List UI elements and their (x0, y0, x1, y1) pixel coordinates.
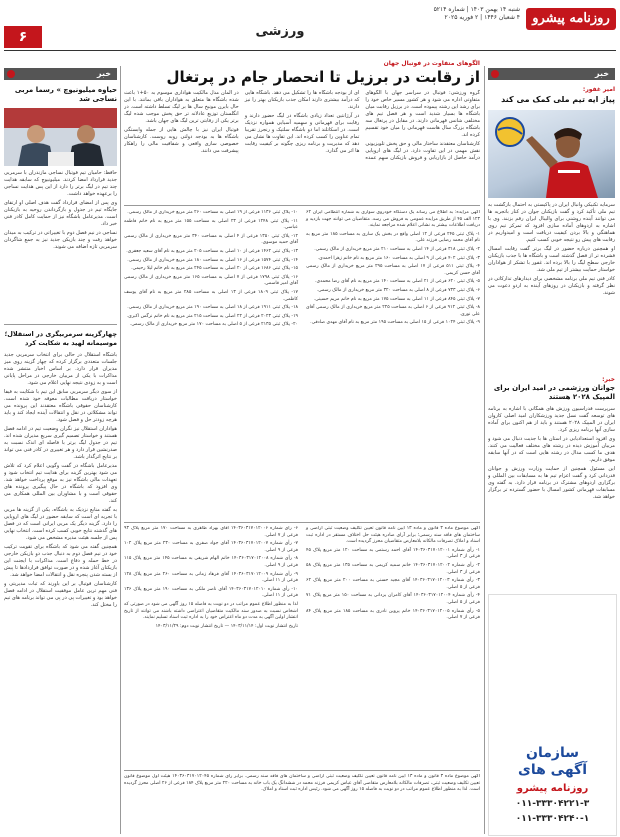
coaches-photo (4, 108, 117, 166)
right-kicker: امیر غفور: (582, 86, 615, 93)
classified-listing-1: آگهی مزایده: به اطلاع می رساند یک دستگاه خودروی سواری به شماره انتظامی ایران ۶۲ ۱۲۳ الف ۴۵ از طریق مزایده عمومی به فروش می رسد. متقاضیان می توانند جهت بازدید و دریافت اطلاعات بیشتر به نشانی اعلام شده مراجعه نمایند. ۱- پلاک ثبتی ۲۴۵ فرعی از ۱۲ اصلی واقع در بخش یک ساری به مساحت ۱۸۵ متر مربع به نام آقای محمد رضایی فرزند علی. ۲- پلاک ثبتی ۳۱۸ فرعی از ۱۴ اصلی به مساحت ۲۱۰ متر مربع خریداری از مالک رسمی. ۳- پلاک ثبتی ۴۰۲ فرعی از ۹ اصلی به مساحت ۱۶۰ متر مربع به نام خانم زهرا احمدی. ۴- پلاک ثبتی ۵۱۱ فرعی از ۱۷ اصلی به مساحت ۲۹۵ متر مربع خریداری از مالک رسمی آقای حسن کریمی. ۵- پلاک ثبتی ۶۲۰ فرعی از ۲۱ اصلی به مساحت ۱۴۰ متر مربع به نام آقای رضا محمدی. ۶- پلاک ثبتی ۷۳۳ فرعی از ۸ اصلی به مساحت ۳۲۰ متر مربع خریداری از مالک رسمی. ۷- پلاک ثبتی ۸۴۵ فرعی از ۱۱ اصلی به مساحت ۱۷۵ متر مربع به نام خانم مریم حسینی. ۸- پلاک ثبتی ۹۱۲ فرعی از ۶ اصلی به مساحت ۲۲۵ متر مربع خریداری از مالک رسمی آقای علی نوری. ۹- پلاک ثبتی ۱۰۲۴ فرعی از ۱۵ اصلی به مساحت ۱۹۵ متر مربع به نام آقای مهدی صادقی. ۱۰- پلاک ثبتی ۱۱۳۶ فرعی از ۱۹ اصلی به مساحت ۲۶۰ متر مربع خریداری از مالک رسمی. ۱۱- پلاک ثبتی ۱۲۴۸ فرعی از ۲۳ اصلی به مساحت ۱۵۵ متر مربع به نام خانم فاطمه عباسی. ۱۲- پلاک ثبتی ۱۳۵۰ فرعی از ۴ اصلی به مساحت ۳۴۰ متر مربع خریداری از مالک رسمی آقای حمید موسوی. ۱۳- پلاک ثبتی ۱۴۶۲ فرعی از ۱۰ اصلی به مساحت ۲۰۵ متر مربع به نام آقای سعید جعفری. ۱۴- پلاک ثبتی ۱۵۷۴ فرعی از ۱۶ اصلی به مساحت ۱۸۰ متر مربع خریداری از مالک رسمی. ۱۵- پلاک ثبتی ۱۶۸۶ فرعی از ۲۰ اصلی به مساحت ۲۴۵ متر مربع به نام خانم لیلا رحیمی. ۱۶- پلاک ثبتی ۱۷۹۸ فرعی از ۷ اصلی به مساحت ۱۶۵ متر مربع خریداری از مالک رسمی آقای امیر قاسمی. ۱۷- پلاک ثبتی ۱۸۰۹ فرعی از ۱۳ اصلی به مساحت ۲۸۵ متر مربع به نام آقای یوسف کاظمی. ۱۸- پلاک ثبتی ۱۹۱۱ فرعی از ۱۸ اصلی به مساحت ۱۹۰ متر مربع خریداری از مالک رسمی. ۱۹- پلاک ثبتی ۲۰۲۳ فرعی از ۲۲ اصلی به مساحت ۲۱۵ متر مربع به نام خانم نرگس اکبری. ۲۰- پلاک ثبتی ۲۱۳۵ فرعی از ۵ اصلی به مساحت ۱۷۰ متر مربع خریداری از مالک رسمی. (124, 210, 480, 328)
player-illustration (488, 110, 615, 198)
issue-meta-line2: ۴ شعبان ۱۴۴۶ | ۲ فوریه ۲۰۲۵ (444, 14, 520, 21)
newspaper-logo: روزنامه پیشرو (526, 8, 616, 30)
right-headline: پیاز ایه تیم ملی کمک می کند (501, 95, 615, 104)
issue-meta (380, 6, 520, 22)
left-divider (4, 324, 117, 325)
tag-dot-icon (491, 70, 499, 78)
volleyball-player-photo (488, 110, 615, 198)
left-article-body: حافظ: حامیان تیم فوتبال نساجی مازندران با سرمربی جدید قرارداد امضا کردند. میلیونیوچ که سابقه هدایت چند تیم در لیگ برتر را دارد از این پس هدایت نساجی را برعهده خواهد داشت. وی پس از امضای قرارداد گفت هدف اصلی او ارتقای جایگاه تیم در جدول و بازگرداندن روحیه به بازیکنان است. مدیرعامل باشگاه نیز از حمایت کامل کادر فنی خبر داد. نساجی در نیم فصل دوم با تغییراتی در ترکیب به میدان خواهد رفت و چند بازیکن جدید نیز به جمع شاگردان سرمربی تازه اضافه می شوند. (4, 170, 117, 250)
header-divider (4, 50, 616, 51)
listing-divider (124, 522, 480, 523)
page-header (0, 0, 620, 52)
classified-listing-2: آگهی موضوع ماده ۳ قانون و ماده ۱۳ آیین نامه قانون تعیین تکلیف وضعیت ثبتی اراضی و ساختمان های فاقد سند رسمی؛ برابر آرای صادره هیئت حل اختلاف مستقر در اداره ثبت اسناد و املاک تصرفات مالکانه بلامعارض متقاضیان محرز گردیده است. ۱- رأی شماره ۱۴۰۳۶۰۳۱۷۰۱۲۰۰۱ آقای احمد رستمی به مساحت ۱۲۰ متر مربع پلاک ۴۵ فرعی از ۳ اصلی. ۲- رأی شماره ۱۴۰۳۶۰۳۱۷۰۱۲۰۰۲ خانم سمیه کریمی به مساحت ۱۳۵ متر مربع پلاک ۵۸ فرعی از ۳ اصلی. ۳- رأی شماره ۱۴۰۳۶۰۳۱۷۰۱۲۰۰۳ آقای مجید حسنی به مساحت ۲۰۰ متر مربع پلاک ۶۲ فرعی از ۵ اصلی. ۴- رأی شماره ۱۴۰۳۶۰۳۱۷۰۱۲۰۰۴ آقای کامران یزدانی به مساحت ۱۵۰ متر مربع پلاک ۷۱ فرعی از ۵ اصلی. ۵- رأی شماره ۱۴۰۳۶۰۳۱۷۰۱۲۰۰۵ خانم پروین نادری به مساحت ۱۸۵ متر مربع پلاک ۸۴ فرعی از ۷ اصلی. ۶- رأی شماره ۱۴۰۳۶۰۳۱۷۰۱۲۰۰۶ آقای بهزاد طاهری به مساحت ۱۷۰ متر مربع پلاک ۹۳ فرعی از ۷ اصلی. ۷- رأی شماره ۱۴۰۳۶۰۳۱۷۰۱۲۰۰۷ آقای جواد صفری به مساحت ۲۳۰ متر مربع پلاک ۱۰۲ فرعی از ۹ اصلی. ۸- رأی شماره ۱۴۰۳۶۰۳۱۷۰۱۲۰۰۸ خانم الهام شریفی به مساحت ۱۴۵ متر مربع پلاک ۱۱۵ فرعی از ۹ اصلی. ۹- رأی شماره ۱۴۰۳۶۰۳۱۷۰۱۲۰۰۹ آقای فرهاد زمانی به مساحت ۲۶۰ متر مربع پلاک ۱۲۸ فرعی از ۱۱ اصلی. ۱۰- رأی شماره ۱۴۰۳۶۰۳۱۷۰۱۲۰۱۰ آقای ناصر ملکی به مساحت ۱۹۰ متر مربع پلاک ۱۳۶ فرعی از ۱۱ اصلی. لذا به منظور اطلاع عموم مراتب در دو نوبت به فاصله ۱۵ روز آگهی می شود در صورتی که اشخاص نسبت به صدور سند مالکیت متقاضیان اعتراضی داشته باشند می توانند از تاریخ انتشار اولین آگهی به مدت دو ماه اعتراض خود را به اداره ثبت اسناد تسلیم نمایند. تاریخ انتشار نوبت اول: ۱۴۰۳/۱۱/۱۴ — تاریخ انتشار نوبت دوم: ۱۴۰۳/۱۱/۲۹ (124, 526, 480, 629)
column-divider-left (120, 66, 121, 834)
main-headline: از رقابت در برزیل تا انحصار جام در پرتغال (166, 68, 480, 86)
issue-meta-line1: شنبه ۱۴ بهمن ۱۴۰۳ | شماره ۵۲۱۴ (433, 6, 520, 13)
tag-dot-icon (7, 70, 15, 78)
left-sub-headline: چهارگزینه سرمربیگری در استقلال؛ موسیمانه لهید به شکایت کرد (4, 330, 117, 347)
right-sub-headline: جوانان ورزشمی در امید ایران برای المپیک ۲۰۲۸ هستند (493, 384, 615, 401)
right-column-tag (488, 68, 615, 80)
section-title: ورزشی (255, 24, 305, 39)
ad-phone-2: ۰۱۱-۳۳۳۰۴۲۴۰-۱ (515, 814, 590, 824)
left-column-tag (4, 68, 117, 80)
column-divider-right (484, 66, 485, 834)
bottom-notice: آگهی موضوع ماده ۳ قانون و ماده ۱۳ آیین نامه قانون تعیین تکلیف وضعیت ثبتی اراضی و ساختمان های فاقد سند رسمی. برابر رأی شماره ۱۴۰۳۶۰۳۱۷۰۱۲۰۴۵ هیئت اول موضوع قانون تعیین تکلیف وضعیت ثبتی، تصرفات مالکانه بلامعارض متقاضی آقای عباس کریمی فرزند محمد در ششدانگ یک باب خانه به مساحت ۲۲۰ متر مربع پلاک ۱۸۴ فرعی از ۲۶ اصلی محرز گردیده است. لذا به منظور اطلاع عموم مراتب در دو نوبت به فاصله ۱۵ روز آگهی می شود. رئیس اداره ثبت اسناد و املاک. (124, 774, 480, 793)
ad-phone-1: ۰۱۱-۳۳۳۰۴۲۲۱-۳ (515, 799, 590, 809)
right-article2-body: سرپرست فدراسیون ورزش های همگانی با اشاره به برنامه های توسعه گفت نسل جدید ورزشکاران امید اصلی کاروان ایران در المپیک ۲۰۲۸ هستند و باید از هم اکنون برای آماده سازی آنها برنامه ریزی کرد. وی افزود استعدادیابی در استان ها با جدیت دنبال می شود و مربیان آموزش دیده در رشته های مختلف فعالیت می کنند. هدف ما کسب مدال در رشته هایی است که در آنها سابقه موفق داریم. این مسئول همچنین از حمایت وزارت ورزش و جوانان قدردانی کرد و گفت اعزام تیم ها به مسابقات بین المللی و برگزاری اردوهای مشترک در برنامه قرار دارد. به گفته وی مسابقات قهرمانی کشور امسال با حضور گسترده تر برگزار خواهد شد. (488, 406, 615, 500)
page-number: ۶ (4, 26, 42, 48)
main-kicker: الگوهای متفاوت در فوتبال جهان (383, 60, 480, 67)
right-subkicker: خبر: (602, 376, 615, 383)
notice-divider (124, 770, 480, 771)
left-article2-body: باشگاه استقلال در حالی برای انتخاب سرمربی جدید جلسات متعددی برگزار کرده که چهار گزینه روی میز مدیران قرار دارد. بر اساس اخبار منتشر شده مذاکرات با یکی از مربیان خارجی در مراحل پایانی است و به زودی نتیجه نهایی اعلام می شود. از سوی دیگر سرمربی سابق این تیم با شکایت به فیفا خواستار دریافت مطالبات معوقه خود شده است. کارشناسان حقوقی باشگاه معتقدند این پرونده می تواند مشکلاتی در نقل و انتقالات آینده ایجاد کند و باید هرچه زودتر حل و فصل شود. هواداران استقلال نیز نگران وضعیت تیم در ادامه فصل هستند و خواستار تصمیم گیری سریع مدیران شده اند. تیم در جدول لیگ برتر با فاصله ای اندک نسبت به صدرنشین قرار دارد و هر تغییری در کادر فنی می تواند بر نتایج اثرگذار باشد. مدیرعامل باشگاه در گفت وگویی اعلام کرد که تلاش می شود بهترین گزینه برای هدایت تیم انتخاب شود و تعهدات مالی باشگاه نیز به موقع پرداخت خواهد شد. وی افزود که باشگاه در حال پیگیری پرونده های حقوقی است و با مشاوران بین المللی همکاری می کند. به گفته منابع نزدیک به باشگاه، یکی از گزینه ها مربی با تجربه ای است که سابقه حضور در لیگ های اروپایی را دارد. گزینه دیگر یک مربی ایرانی است که در فصل های گذشته نتایج خوبی کسب کرده است. انتخاب نهایی پس از جلسه هیئت مدیره مشخص می شود. همچنین گفته می شود که باشگاه برای تقویت ترکیب خود در نیم فصل دوم به دنبال جذب دو بازیکن خارجی در خط حمله و دفاع است. مذاکرات با ایجنت این بازیکنان آغاز شده و در صورت توافق قراردادها تا پیش از بسته شدن پنجره نقل و انتقالات امضا خواهد شد. کارشناسان فوتبال بر این باورند که ثبات مدیریتی و فنی مهم ترین عامل موفقیت استقلال در ادامه فصل خواهد بود و تغییرات پی در پی می تواند برنامه های تیم را مختل کند. (4, 352, 117, 608)
right-column-tag-label: خبر (594, 69, 609, 78)
left-headline: حیاوه میلیونیوچ » رسما مربی نساجی شد (14, 86, 117, 103)
main-divider (124, 205, 480, 206)
main-article-body: گروه ورزشی: فوتبال در سراسر جهان با الگوهای متفاوتی اداره می شود و هر کشور مسیر خاص خود را برای رشد این رشته پیموده است. در برزیل رقابت میان باشگاه ها بسیار شدید است و هر فصل تیم های مختلفی شانس قهرمانی دارند. در مقابل در پرتغال سه باشگاه بزرگ سال هاست قهرمانی را میان خود تقسیم کرده اند. کارشناسان معتقدند ساختار مالی و حق پخش تلویزیونی نقش مهمی در این تفاوت دارد. در لیگ های اروپایی درآمد حاصل از بازاریابی و فروش بازیکنان سهم عمده ای از بودجه باشگاه ها را تشکیل می دهد. باشگاه هایی که درآمد بیشتری دارند امکان جذب بازیکنان بهتر را نیز دارند. در آرژانتین تعداد زیادی باشگاه در لیگ حضور دارند و رقابت برای قهرمانی و سهمیه آسیایی همواره نزدیک است. در اسکاتلند اما دو باشگاه سلتیک و رنجرز تقریبا تمام عناوین را کسب کرده اند. این تفاوت ها نشان می دهد که مدیریت و برنامه ریزی چگونه بر کیفیت رقابت ها اثر می گذارد. در آلمان مدل مالکیت هواداری موسوم به ۵۰+۱ باعث شده باشگاه ها متعلق به هواداران باقی بمانند. با این حال بایرن مونیخ سال ها بر لیگ تسلط داشته است. در انگلستان توزیع عادلانه تر حق پخش موجب شده لیگ برتر یکی از رقابتی ترین لیگ های جهان باشد. فوتبال ایران نیز با چالش هایی از جمله وابستگی باشگاه ها به بودجه دولتی روبه روست. کارشناسان خصوصی سازی واقعی و شفافیت مالی را راهکار پیشرفت می دانند. (124, 90, 480, 161)
right-article-body: سرمایه تکنیکی وانبال ایران در پاکیستی به احتمال بازگشت به تیم ملی تأکید کرد و گفت بازیکنان جوان در کنار باتجربه ها می توانند آینده روشنی برای والیبال ایران رقم بزنند. وی با اشاره به اردوهای آماده سازی افزود که تمرکز تیم روی هماهنگی و بالا بردن کیفیت دریافت است و امیدواریم در رقابت های پیش رو نتیجه خوبی کسب کنیم. او همچنین درباره حضور در لیگ برتر گفت رقابت امسال فشرده تر از فصل گذشته است و باشگاه ها با جذب بازیکنان خارجی سطح لیگ را بالا برده اند. غفور با تشکر از هواداران خواستار حمایت بیشتر از تیم ملی شد. کادر فنی تیم ملی برنامه مشخصی برای دیدارهای تدارکاتی در نظر گرفته و بازیکنان در روزهای آینده به اردو دعوت می شوند. (488, 202, 615, 296)
ad-newspaper-name: روزنامه پیشرو (516, 783, 589, 794)
advertising-box (488, 594, 617, 836)
ad-title: سازمان آگهی های (517, 745, 587, 778)
coaches-illustration (4, 108, 117, 166)
left-column-tag-label: خبر (96, 69, 111, 78)
